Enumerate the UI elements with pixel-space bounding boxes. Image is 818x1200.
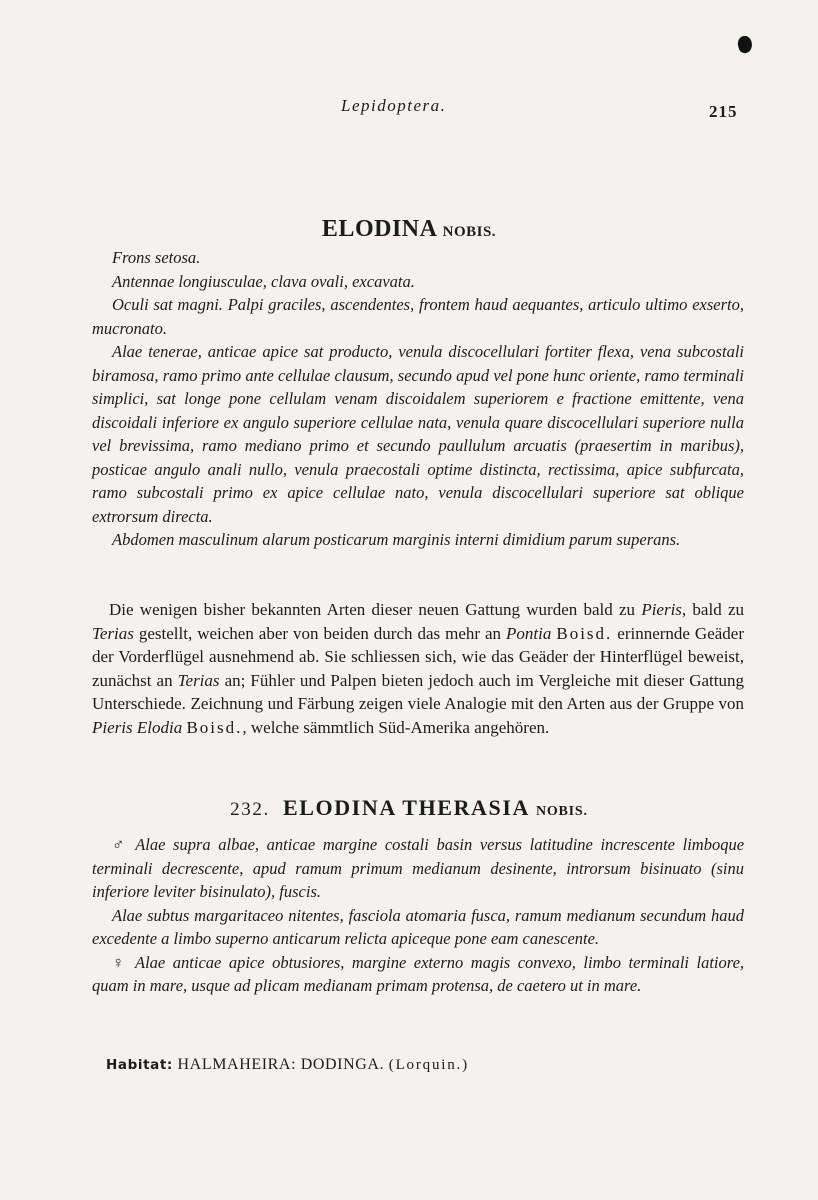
text-run: gestellt, weichen aber von beiden durch das mehr an bbox=[133, 623, 507, 643]
text-run: , bald zu bbox=[681, 600, 744, 619]
genus-heading bbox=[0, 216, 818, 243]
species-author: NOBIS. bbox=[535, 804, 588, 819]
habitat-line bbox=[106, 1056, 469, 1074]
species-number: 232. bbox=[230, 799, 270, 820]
genus-ref-pieris: Pieris bbox=[641, 600, 682, 619]
latin-paragraph-frons: Frons setosa. bbox=[112, 248, 201, 267]
latin-paragraph-abdomen: Abdomen masculinum alarum posticarum marginis interni dimidium parum superans. bbox=[112, 530, 681, 549]
author-ref-boisd: Boisd. bbox=[556, 623, 613, 643]
species-heading bbox=[0, 795, 818, 821]
latin-paragraph-oculi: Oculi sat magni. Palpi graciles, ascendentes, frontem haud aequantes, articulo ultimo exserto, mucronato. bbox=[92, 295, 744, 338]
genus-author: NOBIS. bbox=[442, 224, 497, 240]
german-discussion bbox=[92, 598, 744, 740]
page-number: 215 bbox=[709, 102, 738, 121]
genus-ref-pontia: Pontia bbox=[506, 623, 552, 643]
female-description bbox=[92, 951, 744, 998]
german-paragraph bbox=[92, 598, 744, 740]
male-text: Alae supra albae, anticae margine costali basin versus latitudine increscente limboque terminali decrescente, apud ramum primum medianum desinente, introrsum bisinuato (sinu inferiore leviter bisinulato), fuscis. bbox=[92, 835, 745, 901]
author-ref-boisd: Boisd. bbox=[186, 717, 243, 737]
latin-paragraph-antennae: Antennae longiusculae, clava ovali, excavata. bbox=[112, 271, 415, 291]
habitat-collector: (Lorquin.) bbox=[388, 1057, 469, 1073]
species-ref-pieris-elodia: Pieris Elodia bbox=[92, 717, 183, 737]
text-run: erinnernde Geäder der Vorderflügel ausnehmend ab. Sie schliessen sich, wie das Geäder der Hinterflügel beweist, zunächst an bbox=[92, 623, 744, 690]
female-text: Alae anticae apice obtusiores, margine externo magis convexo, limbo terminali latiore, quam in mare, usque ad plicam medianam primam protensa, de caetero ut in mare. bbox=[92, 952, 745, 995]
latin-paragraph-alae: Alae tenerae, anticae apice sat producto, venula discocellulari fortiter flexa, vena subcostali biramosa, ramo primo ante cellulae clausum, secundo apud vel pone hunc oriente, ramo terminali simplici, sat longe pone cellulam venam discoidalem superiorem e fractione emittente, vena discoidali inferiore ex angulo superiore cellulae nata, venula quare discocellulari superiore nulla vel brevissima, ramo mediano primo et secundo paullulum arcuatis (praesertim in maribus), posticae angulo anali nullo, venula praecostali optime distincta, rectissima, apice subfurcata, ramo subcostali primo ex apice cellulae nato, venula discocellulari superiore sat oblique extrorsum directa. bbox=[92, 342, 744, 526]
female-symbol-icon: ♀ bbox=[112, 952, 128, 972]
genus-ref-terias: Terias bbox=[92, 623, 134, 643]
text-run: , welche sämmtlich Süd-Amerika angehören. bbox=[242, 717, 550, 737]
species-name: ELODINA THERASIA bbox=[282, 795, 529, 820]
male-symbol-icon: ♂ bbox=[112, 835, 128, 854]
species-description bbox=[92, 833, 744, 998]
genus-diagnosis bbox=[92, 246, 744, 552]
ink-spot bbox=[736, 34, 754, 54]
habitat-label: Habitat: bbox=[106, 1057, 173, 1073]
text-run: Die wenigen bisher bekannten Arten dieser neuen Gattung wurden bald zu bbox=[109, 600, 642, 619]
running-title: Lepidoptera. bbox=[341, 96, 447, 115]
habitat-location: HALMAHEIRA: DODINGA. bbox=[177, 1056, 385, 1073]
genus-ref-terias: Terias bbox=[177, 670, 220, 690]
text-run: an; Fühler und Palpen bieten jedoch auch im Vergleiche mit dieser Gattung Unterschiede. Zeichnung und Färbung zeigen viele Analogie mit den Arten aus der Gruppe von bbox=[92, 670, 744, 714]
genus-name: ELODINA bbox=[321, 216, 437, 242]
running-head bbox=[0, 96, 818, 126]
male-description bbox=[92, 833, 744, 904]
underside-description: Alae subtus margaritaceo nitentes, fasciola atomaria fusca, ramum medianum secundum haud excedente a limbo superno anticarum relicta apiceque pone eam canescente. bbox=[92, 905, 744, 948]
